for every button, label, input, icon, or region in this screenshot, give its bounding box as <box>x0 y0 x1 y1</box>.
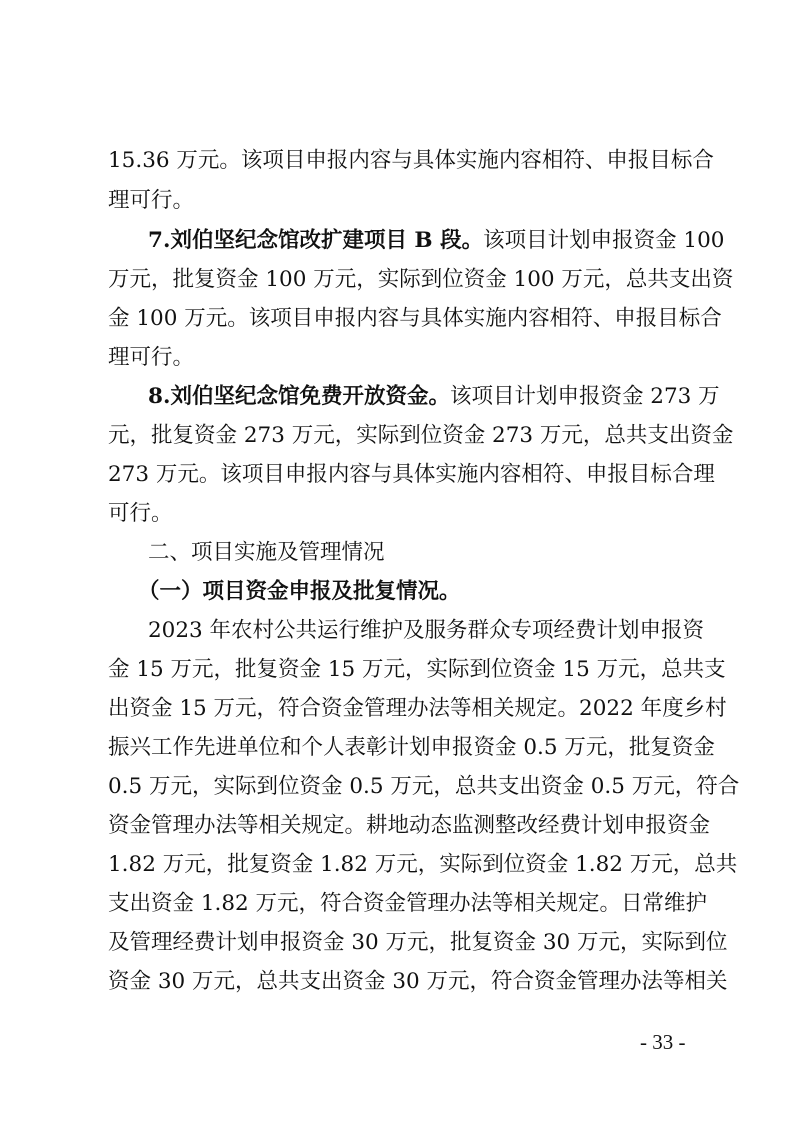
subsection-heading: （一）项目资金申报及批复情况。 <box>138 579 461 604</box>
paragraph-line: 出资金 15 万元，符合资金管理办法等相关规定。2022 年度乡村 <box>108 696 727 721</box>
paragraph-line: 及管理经费计划申报资金 30 万元，批复资金 30 万元，实际到位 <box>108 930 728 955</box>
paragraph-line: 金 100 万元。该项目申报内容与具体实施内容相符、申报目标合 <box>108 306 722 331</box>
paragraph-line: 支出资金 1.82 万元，符合资金管理办法等相关规定。日常维护 <box>108 891 708 916</box>
paragraph-line: 振兴工作先进单位和个人表彰计划申报资金 0.5 万元，批复资金 <box>108 735 715 760</box>
paragraph-line: 资金管理办法等相关规定。耕地动态监测整改经费计划申报资金 <box>108 813 711 838</box>
paragraph-line: 理可行。 <box>108 188 195 213</box>
paragraph-line: 2023 年农村公共运行维护及服务群众专项经费计划申报资 <box>148 618 705 643</box>
item-text: 该项目计划申报资金 273 万 <box>449 384 720 409</box>
paragraph-line: 万元，批复资金 100 万元，实际到位资金 100 万元，总共支出资 <box>108 267 734 292</box>
paragraph-line: 元，批复资金 273 万元，实际到位资金 273 万元，总共支出资金 <box>108 423 734 448</box>
item-heading: 8.刘伯坚纪念馆免费开放资金。 <box>148 384 450 409</box>
page-number: - 33 - <box>640 1030 686 1054</box>
item-heading: 7.刘伯坚纪念馆改扩建项目 B 段。 <box>148 228 484 253</box>
paragraph-line: 理可行。 <box>108 345 195 370</box>
paragraph-line: 资金 30 万元，总共支出资金 30 万元，符合资金管理办法等相关 <box>108 969 728 994</box>
paragraph-line: 1.82 万元，批复资金 1.82 万元，实际到位资金 1.82 万元，总共 <box>108 852 738 877</box>
paragraph-line: 可行。 <box>108 501 173 526</box>
section-heading: 二、项目实施及管理情况 <box>148 540 385 565</box>
paragraph-line: 金 15 万元，批复资金 15 万元，实际到位资金 15 万元，总共支 <box>108 657 726 682</box>
item-text: 该项目计划申报资金 100 <box>483 228 725 253</box>
paragraph-line <box>148 381 720 413</box>
paragraph-line: 15.36 万元。该项目申报内容与具体实施内容相符、申报目标合 <box>108 148 714 173</box>
paragraph-line: 0.5 万元，实际到位资金 0.5 万元，总共支出资金 0.5 万元，符合 <box>108 774 740 799</box>
paragraph-line <box>148 225 725 257</box>
paragraph-line: 273 万元。该项目申报内容与具体实施内容相符、申报目标合理 <box>108 462 715 487</box>
